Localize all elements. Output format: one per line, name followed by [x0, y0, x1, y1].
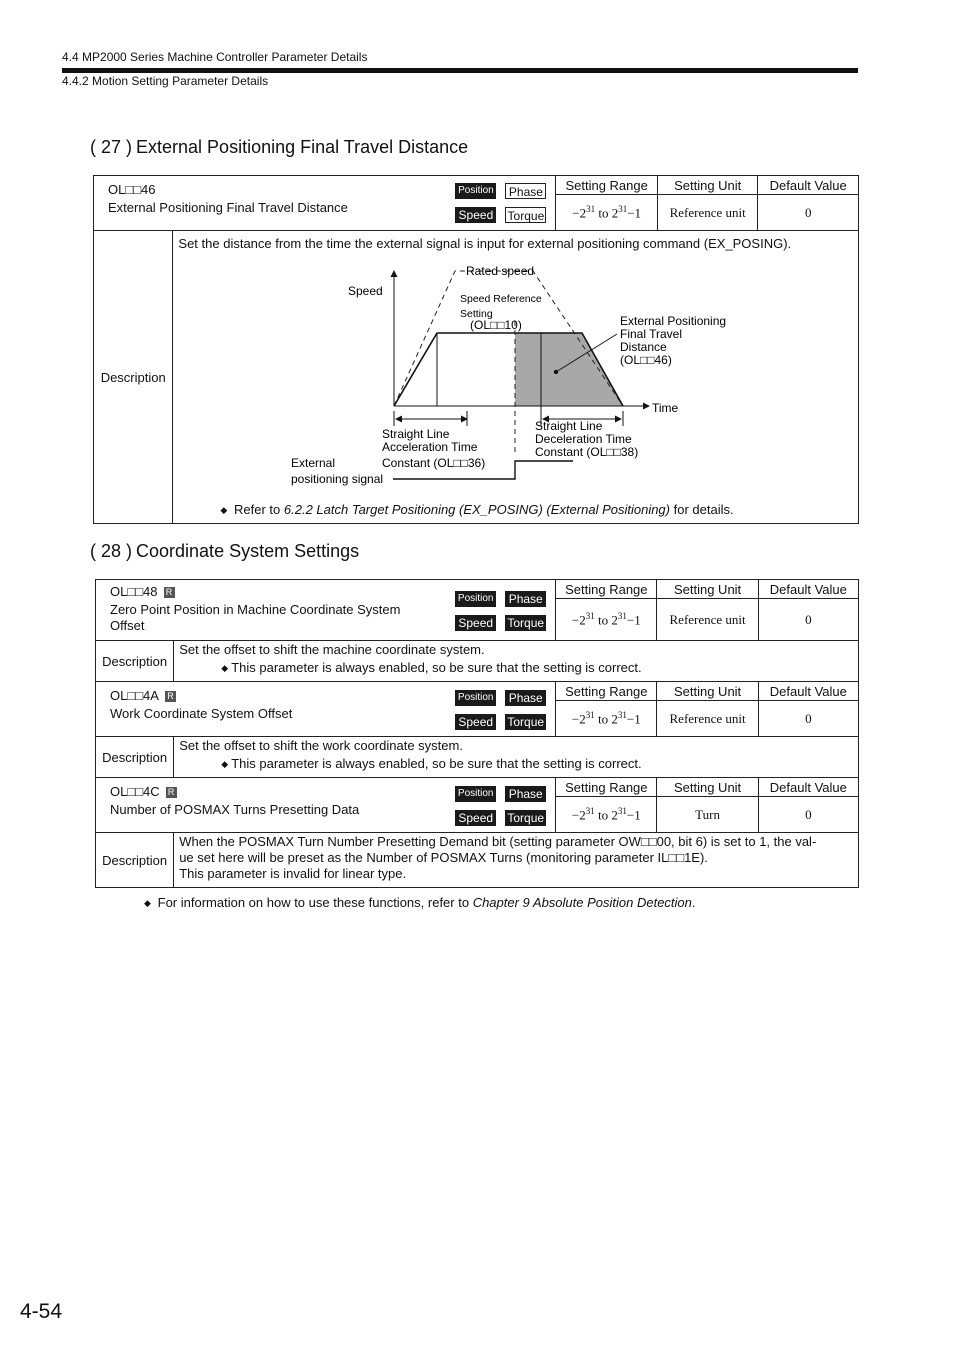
setting-range-header: Setting Range	[556, 176, 658, 195]
param-table-ol46	[93, 175, 859, 524]
description-cell	[174, 833, 859, 888]
accel-label-3: Constant (OL□□36)	[382, 456, 486, 470]
default-value: 0	[758, 195, 859, 231]
page-number: 4-54	[20, 1300, 63, 1323]
r-badge-icon: R	[165, 691, 176, 702]
parameter-name-line2: Offset	[110, 618, 145, 633]
decel-label-2: Deceleration Time	[535, 432, 633, 446]
torque-badge: Torque	[505, 714, 546, 730]
setting-range-value: $-2^{31}$ to $2^{31}-1$	[556, 599, 657, 641]
phase-badge: Phase	[505, 690, 546, 706]
setting-unit-header: Setting Unit	[657, 682, 758, 701]
position-badge: Position	[455, 183, 496, 199]
description-cell	[173, 231, 859, 524]
final-distance-area	[515, 333, 623, 406]
setting-range-header: Setting Range	[556, 778, 657, 797]
reference-note: ◆ Refer to 6.2.2 Latch Target Positioning (EX_POSING) (External Positioning) for details.	[220, 502, 734, 517]
description-note: ◆ This parameter is always enabled, so be sure that the setting is correct.	[221, 756, 642, 771]
torque-badge: Torque	[505, 615, 546, 631]
speed-badge: Speed	[455, 810, 496, 826]
setting-unit-header: Setting Unit	[657, 176, 758, 195]
speed-badge: Speed	[455, 714, 496, 730]
rated-speed-label: Rated speed	[466, 264, 535, 278]
register-label: OL□□48	[110, 584, 158, 599]
r-badge-icon: R	[166, 787, 177, 798]
description-text: Set the distance from the time the external signal is input for external positioning command (EX_POSING).	[178, 236, 792, 251]
default-value-header: Default Value	[758, 176, 859, 195]
phase-badge: Phase	[505, 786, 546, 802]
register-label: OL□□4A	[110, 688, 159, 703]
bullet-icon: ◆	[144, 898, 151, 908]
reference-link-6-2-2[interactable]: 6.2.2 Latch Target Positioning (EX_POSING) (External Positioning)	[283, 502, 670, 517]
bullet-icon: ◆	[221, 759, 229, 769]
setting-unit-value: Reference unit	[657, 701, 758, 737]
description-text: Set the offset to shift the work coordinate system.	[179, 738, 463, 753]
setting-range-header: Setting Range	[556, 682, 657, 701]
torque-badge: Torque	[505, 207, 546, 223]
setting-unit-header: Setting Unit	[657, 778, 758, 797]
default-value-header: Default Value	[758, 778, 858, 797]
param-table-coordinate	[95, 579, 859, 888]
speed-time-diagram	[173, 261, 859, 521]
description-note: ◆ This parameter is always enabled, so be sure that the setting is correct.	[221, 660, 642, 675]
bullet-icon: ◆	[221, 663, 229, 673]
position-badge: Position	[455, 591, 496, 607]
speed-badge: Speed	[455, 615, 496, 631]
default-value-header: Default Value	[758, 580, 858, 599]
accel-label-1: Straight Line	[382, 427, 450, 441]
header-rule	[62, 68, 858, 73]
signal-label-2: positioning signal	[291, 472, 384, 486]
parameter-name: Work Coordinate System Offset	[110, 706, 293, 721]
setting-unit-value: Reference unit	[657, 195, 758, 231]
speed-ref-label-1: Speed Reference	[460, 293, 543, 305]
decel-label-1: Straight Line	[535, 419, 603, 433]
final-distance-label-3: Distance	[620, 340, 668, 354]
bullet-icon: ◆	[220, 505, 228, 515]
position-badge: Position	[455, 690, 496, 706]
description-text-line1: When the POSMAX Turn Number Presetting Demand bit (setting parameter OW□□00, bit 6) is set to 1, the val-	[179, 834, 817, 849]
speed-badge: Speed	[455, 207, 496, 223]
final-distance-label-4: (OL□□46)	[620, 353, 673, 367]
final-distance-label-1: External Positioning	[620, 314, 727, 328]
running-header-subsection: 4.4.2 Motion Setting Parameter Details	[62, 74, 269, 88]
section-28-number: ( 28 )	[90, 541, 133, 561]
description-text-line2: ue set here will be preset as the Number of POSMAX Turns (monitoring parameter IL□□1E).	[179, 850, 708, 865]
running-header-section: 4.4 MP2000 Series Machine Controller Parameter Details	[62, 50, 368, 64]
param-name-cell	[94, 176, 556, 231]
default-value-header: Default Value	[758, 682, 858, 701]
register-label: OL□□4C	[110, 784, 160, 799]
setting-unit-value: Reference unit	[657, 599, 758, 641]
param-name-cell-ol4a	[96, 682, 556, 737]
r-badge-icon: R	[164, 587, 175, 598]
setting-unit-header: Setting Unit	[657, 580, 758, 599]
description-text: Set the offset to shift the machine coordinate system.	[179, 642, 485, 657]
parameter-name: Number of POSMAX Turns Presetting Data	[110, 802, 360, 817]
signal-label-1: External	[291, 456, 336, 470]
section-27-title	[90, 137, 468, 158]
description-label: Description	[94, 231, 173, 524]
decel-label-3: Constant (OL□□38)	[535, 445, 639, 459]
accel-label-2: Acceleration Time	[382, 440, 478, 454]
setting-range-header: Setting Range	[556, 580, 657, 599]
default-value: 0	[758, 599, 858, 641]
section-27-heading: External Positioning Final Travel Distance	[136, 137, 469, 157]
speed-ref-label-2: Setting	[460, 308, 494, 320]
parameter-name-line1: Zero Point Position in Machine Coordinate System	[110, 602, 401, 617]
position-badge: Position	[455, 786, 496, 802]
description-text-line3: This parameter is invalid for linear type.	[179, 866, 407, 881]
final-distance-label-2: Final Travel	[620, 327, 683, 341]
section-27-number: ( 27 )	[90, 137, 133, 157]
default-value: 0	[758, 797, 858, 833]
setting-range-value: $-2^{31}$ to $2^{31}-1$	[556, 195, 658, 231]
chapter-9-link[interactable]: Chapter 9 Absolute Position Detection	[472, 895, 692, 910]
description-label: Description	[96, 833, 174, 888]
speed-ref-label-3: (OL□□10)	[470, 318, 523, 332]
section-28-title	[90, 541, 359, 562]
speed-axis-label: Speed	[348, 284, 384, 298]
phase-badge: Phase	[505, 183, 546, 199]
description-cell	[174, 737, 859, 778]
phase-badge: Phase	[505, 591, 546, 607]
section-28-heading: Coordinate System Settings	[136, 541, 360, 561]
description-label: Description	[96, 737, 174, 778]
default-value: 0	[758, 701, 858, 737]
torque-badge: Torque	[505, 810, 546, 826]
param-name-cell-ol48	[96, 580, 556, 641]
setting-unit-value: Turn	[657, 797, 758, 833]
description-label: Description	[96, 641, 174, 682]
footnote: ◆ For information on how to use these functions, refer to Chapter 9 Absolute Position Detection.	[144, 895, 696, 910]
parameter-name: External Positioning Final Travel Distance	[108, 200, 348, 215]
setting-range-value: $-2^{31}$ to $2^{31}-1$	[556, 701, 657, 737]
time-axis-label: Time	[652, 401, 679, 415]
register-label: OL□□46	[108, 182, 156, 197]
param-name-cell-ol4c	[96, 778, 556, 833]
setting-range-value: $-2^{31}$ to $2^{31}-1$	[556, 797, 657, 833]
description-cell	[174, 641, 859, 682]
